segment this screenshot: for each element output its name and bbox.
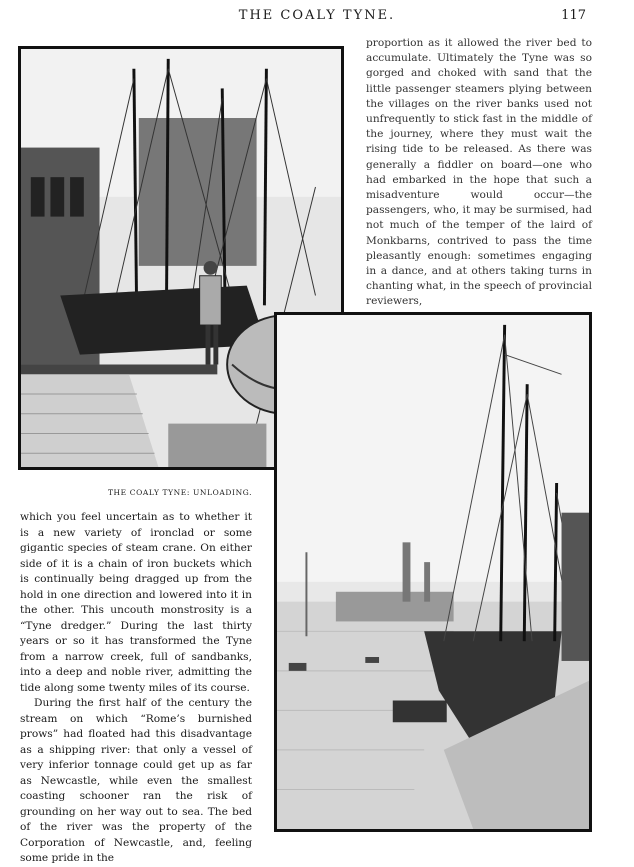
paragraph-left-1: which you feel uncertain as to whether it is a new variety of ironclad or some gigantic species of steam crane. On either side of it is a chain of iron buckets which is continually being dragged up from the hold in one direction and lowered into it in the other. This uncouth monstrosity is a “Tyne dredger.” During the last thirty years or so it has transformed the Tyne from a narrow creek, full of sandbanks, into a deep and noble river, admitting the tide along some twenty miles of its course. (20, 511, 252, 694)
page-number: 117 (561, 8, 586, 23)
figure-caption: THE COALY TYNE: UNLOADING. (107, 488, 253, 497)
text-column-top-right (366, 36, 592, 310)
paragraph-top-right: proportion as it allowed the river bed to accumulate. Ultimately the Tyne was so gorged and choked with sand that the little passenger steamers plying between the villages on the river banks used not unfrequently to stick fast in the middle of the journey, where they must wait the rising tide to be released. As there was generally a fiddler on board—one who had embarked in the hope that such a misadventure would occur—the passengers, who, it may be surmised, had not much of the temper of the laird of Monkbarns, contrived to pass the time pleasantly enough: sometimes engaging in a dance, and at others taking turns in chanting what, in the speech of provincial reviewers, (366, 37, 592, 308)
running-title: THE COALY TYNE. (238, 8, 396, 23)
illustration-ship (274, 312, 592, 832)
paragraph-left-2: During the first half of the century the stream on which “Rome’s burnished prows” had floated had this disadvantage as a shipping river: that only a vessel of very inferior tonnage could get up as far as Newcastle, while even the smallest coasting schooner ran the risk of grounding on her way out to sea. The bed of the river was the property of the Corporation of Newcastle, and, feeling some pride in the (20, 697, 252, 864)
text-column-left (20, 510, 252, 867)
page-header (0, 8, 634, 26)
